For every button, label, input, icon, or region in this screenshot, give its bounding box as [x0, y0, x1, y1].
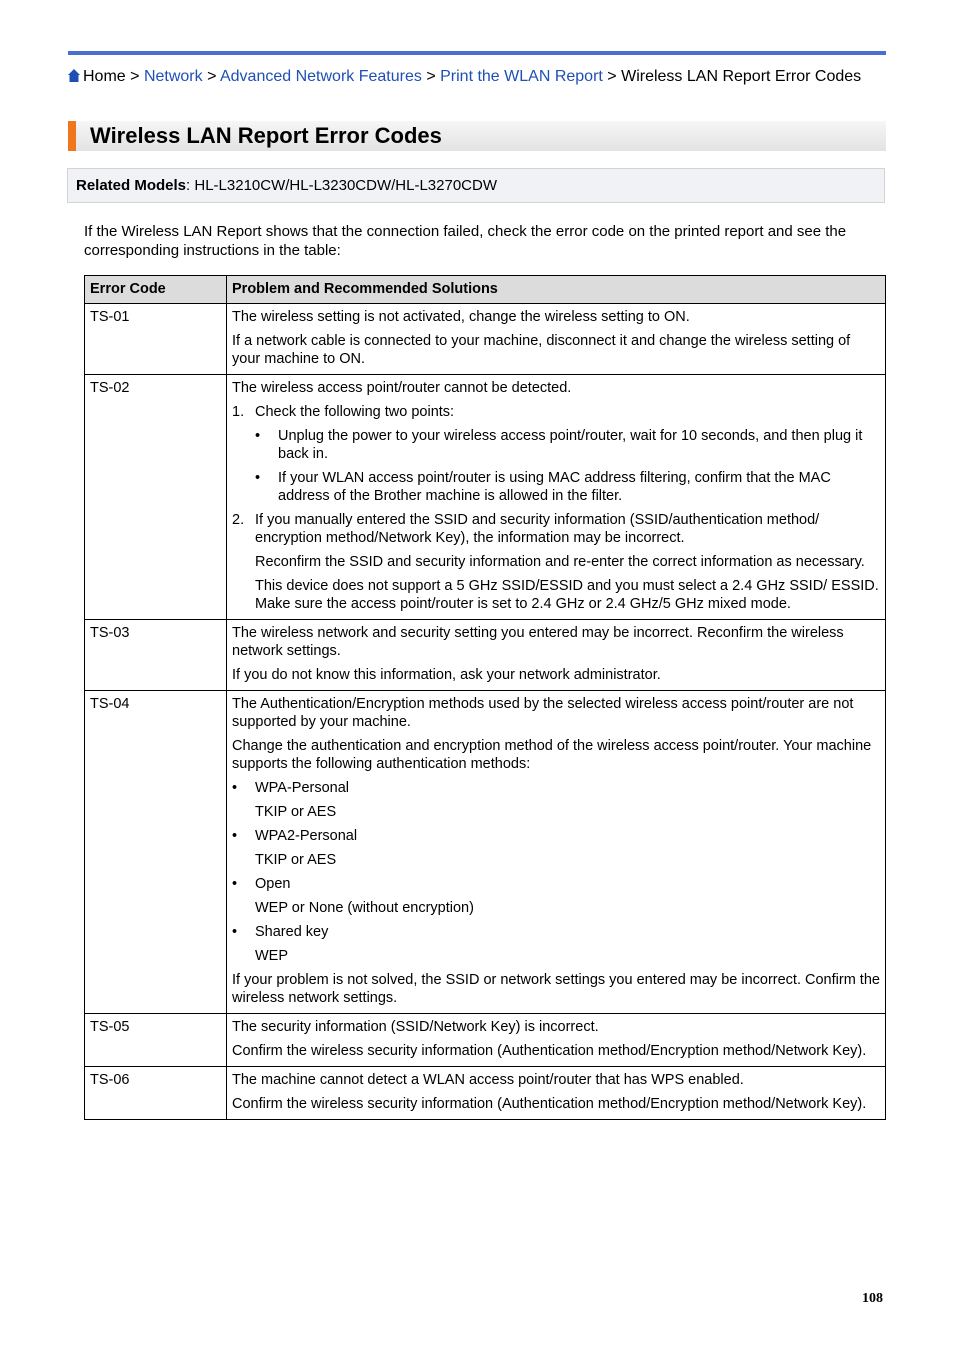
solution-cell [227, 691, 886, 1014]
breadcrumb-link-advanced-network-features[interactable]: Advanced Network Features [219, 68, 422, 85]
solution-text: This device does not support a 5 GHz SSID/ESSID and you must select a 2.4 GHz SSID/ ESSID. Make sure the access point/router is set to 2.4 GHz or 2.4 GHz/5 GHz mixed mode. [255, 578, 879, 612]
breadcrumb-home[interactable]: Home [83, 68, 126, 85]
solution-text: The machine cannot detect a WLAN access point/router that has WPS enabled. [232, 1072, 744, 1088]
item-text: If your WLAN access point/router is using MAC address filtering, confirm that the MAC address of the Brother machine is allowed in the filter. [278, 470, 831, 504]
title-accent [68, 121, 76, 151]
table-row [85, 620, 886, 691]
table-header-row [85, 276, 886, 304]
bullet-mark: • [232, 924, 238, 940]
solution-text: If you do not know this information, ask your network administrator. [232, 667, 661, 683]
breadcrumb-separator: > [607, 68, 617, 85]
item-number: 1. [232, 404, 245, 420]
bullet-mark: • [232, 780, 238, 796]
bullet-item [232, 875, 881, 893]
item-text: Unplug the power to your wireless access point/router, wait for 10 seconds, and then plug it back in. [278, 428, 863, 462]
solution-cell [227, 1014, 886, 1067]
error-code-cell: TS-03 [85, 620, 227, 691]
error-code-cell: TS-02 [85, 375, 227, 620]
header-problem-solutions: Problem and Recommended Solutions [227, 276, 886, 304]
bullet-item [232, 827, 881, 845]
solution-text: Reconfirm the SSID and security information and re-enter the correct information as necessary. [255, 554, 865, 570]
solution-cell [227, 375, 886, 620]
bullet-item [232, 779, 881, 797]
error-code-cell: TS-01 [85, 304, 227, 375]
solution-text: If a network cable is connected to your machine, disconnect it and change the wireless setting of your machine to ON. [232, 333, 851, 367]
related-models-label: Related Models [76, 177, 187, 194]
breadcrumb-link-network[interactable]: Network [143, 68, 203, 85]
auth-method-name: Open [255, 876, 291, 892]
home-icon[interactable] [68, 69, 80, 82]
table-row [85, 1014, 886, 1067]
solution-text: The wireless network and security setting you entered may be incorrect. Reconfirm the wireless network settings. [232, 625, 844, 659]
solution-text: If your problem is not solved, the SSID or network settings you entered may be incorrect. Confirm the wireless network settings. [232, 972, 880, 1006]
table-row [85, 375, 886, 620]
auth-method-name: WPA-Personal [255, 780, 350, 796]
item-text: Check the following two points: [255, 404, 455, 420]
breadcrumb-separator: > [426, 68, 436, 85]
bullet-mark: • [232, 828, 238, 844]
error-code-cell: TS-04 [85, 691, 227, 1014]
solution-cell [227, 304, 886, 375]
auth-method-detail: WEP [255, 948, 289, 964]
breadcrumb-current: Wireless LAN Report Error Codes [621, 68, 862, 85]
item-number: 2. [232, 512, 245, 528]
solution-cell [227, 1067, 886, 1120]
auth-method-name: WPA2-Personal [255, 828, 358, 844]
table-row [85, 1067, 886, 1120]
bullet-mark: • [232, 876, 238, 892]
auth-method-detail: TKIP or AES [255, 852, 337, 868]
numbered-item [232, 511, 881, 547]
related-models-box [67, 168, 885, 203]
header-error-code: Error Code [85, 276, 227, 304]
solution-text: Confirm the wireless security information (Authentication method/Encryption method/Network Key). [232, 1043, 867, 1059]
intro-text: If the Wireless LAN Report shows that the connection failed, check the error code on the printed report and see the corresponding instructions in the table: [84, 223, 847, 259]
auth-method-detail: WEP or None (without encryption) [255, 900, 474, 916]
page-title-bar [68, 121, 886, 151]
related-models-value: : HL-L3210CW/HL-L3230CDW/HL-L3270CDW [186, 177, 497, 194]
page-title: Wireless LAN Report Error Codes [90, 123, 442, 148]
bullet-mark: • [255, 470, 261, 486]
breadcrumb [68, 67, 886, 87]
solution-text: Confirm the wireless security information (Authentication method/Encryption method/Network Key). [232, 1096, 867, 1112]
solution-text: The security information (SSID/Network Key) is incorrect. [232, 1019, 599, 1035]
auth-method-name: Shared key [255, 924, 329, 940]
table-row [85, 304, 886, 375]
error-codes-table [84, 275, 886, 1120]
solution-text: The Authentication/Encryption methods used by the selected wireless access point/router are not supported by your machine. [232, 696, 854, 730]
item-text: If you manually entered the SSID and security information (SSID/authentication method/ encryption method/Network Key), the information may be incorrect. [255, 512, 820, 546]
solution-text: Change the authentication and encryption method of the wireless access point/router. Your machine supports the following authentication methods: [232, 738, 872, 772]
solution-text: The wireless access point/router cannot be detected. [232, 380, 572, 396]
breadcrumb-link-print-wlan-report[interactable]: Print the WLAN Report [440, 68, 603, 85]
bullet-item [232, 923, 881, 941]
solution-text: The wireless setting is not activated, change the wireless setting to ON. [232, 309, 690, 325]
page-number: 108 [862, 1291, 883, 1306]
top-rule [68, 51, 886, 55]
breadcrumb-separator: > [207, 68, 217, 85]
breadcrumb-separator: > [130, 68, 140, 85]
bullet-mark: • [255, 428, 261, 444]
solution-cell [227, 620, 886, 691]
numbered-item [232, 403, 881, 421]
error-code-cell: TS-05 [85, 1014, 227, 1067]
bullet-item [255, 427, 881, 463]
table-row [85, 691, 886, 1014]
auth-method-detail: TKIP or AES [255, 804, 337, 820]
bullet-item [255, 469, 881, 505]
error-code-cell: TS-06 [85, 1067, 227, 1120]
